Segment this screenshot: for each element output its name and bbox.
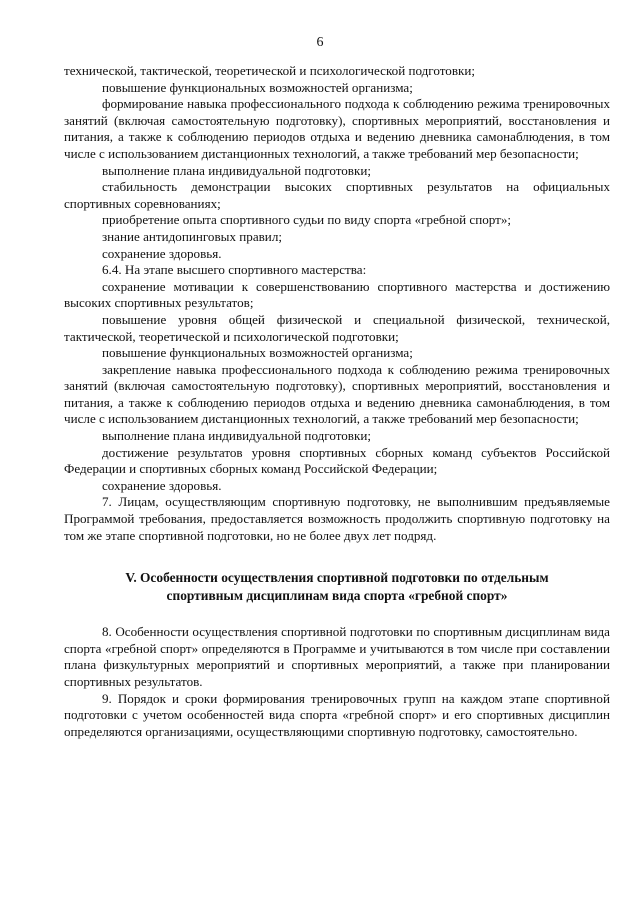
paragraph: выполнение плана индивидуальной подготовки;	[102, 428, 371, 444]
paragraph: достижение результатов уровня спортивных сборных команд субъектов Российской Федерации и спортивных сборных команд Российской Федерации;	[64, 444, 610, 477]
paragraph: 9. Порядок и сроки формирования тренировочных групп на каждом этапе спортивной подготовки с учетом особенностей вида спорта «гребной спорт» и его спортивных дисциплин определяются организациями, осуществляющими спортивную подготовку, самостоятельно.	[64, 690, 610, 739]
document-body	[64, 63, 610, 740]
paragraph: выполнение плана индивидуальной подготовки;	[102, 162, 371, 178]
paragraph: приобретение опыта спортивного судьи по виду спорта «гребной спорт»;	[102, 212, 512, 228]
subsection-title: 6.4. На этапе высшего спортивного мастерства:	[102, 262, 367, 278]
paragraph: стабильность демонстрации высоких спортивных результатов на официальных спортивных соревнованиях;	[64, 179, 610, 211]
page-number: 6	[316, 35, 324, 50]
paragraph: сохранение здоровья.	[102, 477, 222, 493]
paragraph: 7. Лицам, осуществляющим спортивную подготовку, не выполнившим предъявляемые Программой требования, предоставляется возможность продолжить спортивную подготовку на том же этапе спортивной подготовки, но не более двух лет подряд.	[64, 494, 610, 543]
paragraph: сохранение мотивации к совершенствованию спортивного мастерства и достижению высоких спортивных результатов;	[64, 278, 610, 311]
section-heading-line: V. Особенности осуществления спортивной подготовки по отдельным	[125, 570, 549, 586]
paragraph: знание антидопинговых правил;	[102, 228, 282, 244]
paragraph: повышение функциональных возможностей организма;	[102, 345, 413, 361]
section-heading	[64, 569, 610, 604]
section-heading-line: спортивным дисциплинам вида спорта «гребной спорт»	[166, 587, 508, 603]
paragraph: повышение функциональных возможностей организма;	[102, 79, 413, 95]
paragraph: 8. Особенности осуществления спортивной подготовки по спортивным дисциплинам вида спорта «гребной спорт» определяются в Программе и учитываются в том числе при составлении плана физкультурных мероприятий и спортивных мероприятий, а также при планировании спортивных результатов.	[64, 624, 610, 689]
paragraph: закрепление навыка профессионального подхода к соблюдению режима тренировочных занятий (включая самостоятельную подготовку), спортивных мероприятий, восстановления и питания, а также к соблюдению периодов отдыха и ведению дневника самонаблюдения, в том числе с использованием дистанционных технологий, а также требований мер безопасности;	[64, 361, 610, 427]
paragraph: повышение уровня общей физической и специальной физической, технической, тактической, теоретической и психологической подготовки;	[64, 311, 610, 344]
paragraph: сохранение здоровья.	[102, 245, 222, 261]
paragraph: технической, тактической, теоретической и психологической подготовки;	[64, 63, 476, 78]
paragraph: формирование навыка профессионального подхода к соблюдению режима тренировочных занятий (включая самостоятельную подготовку), спортивных мероприятий, восстановления и питания, а также к соблюдению периодов отдыха и ведению дневника самонаблюдения, в том числе с использованием дистанционных технологий, а также требований мер безопасности;	[64, 96, 610, 161]
